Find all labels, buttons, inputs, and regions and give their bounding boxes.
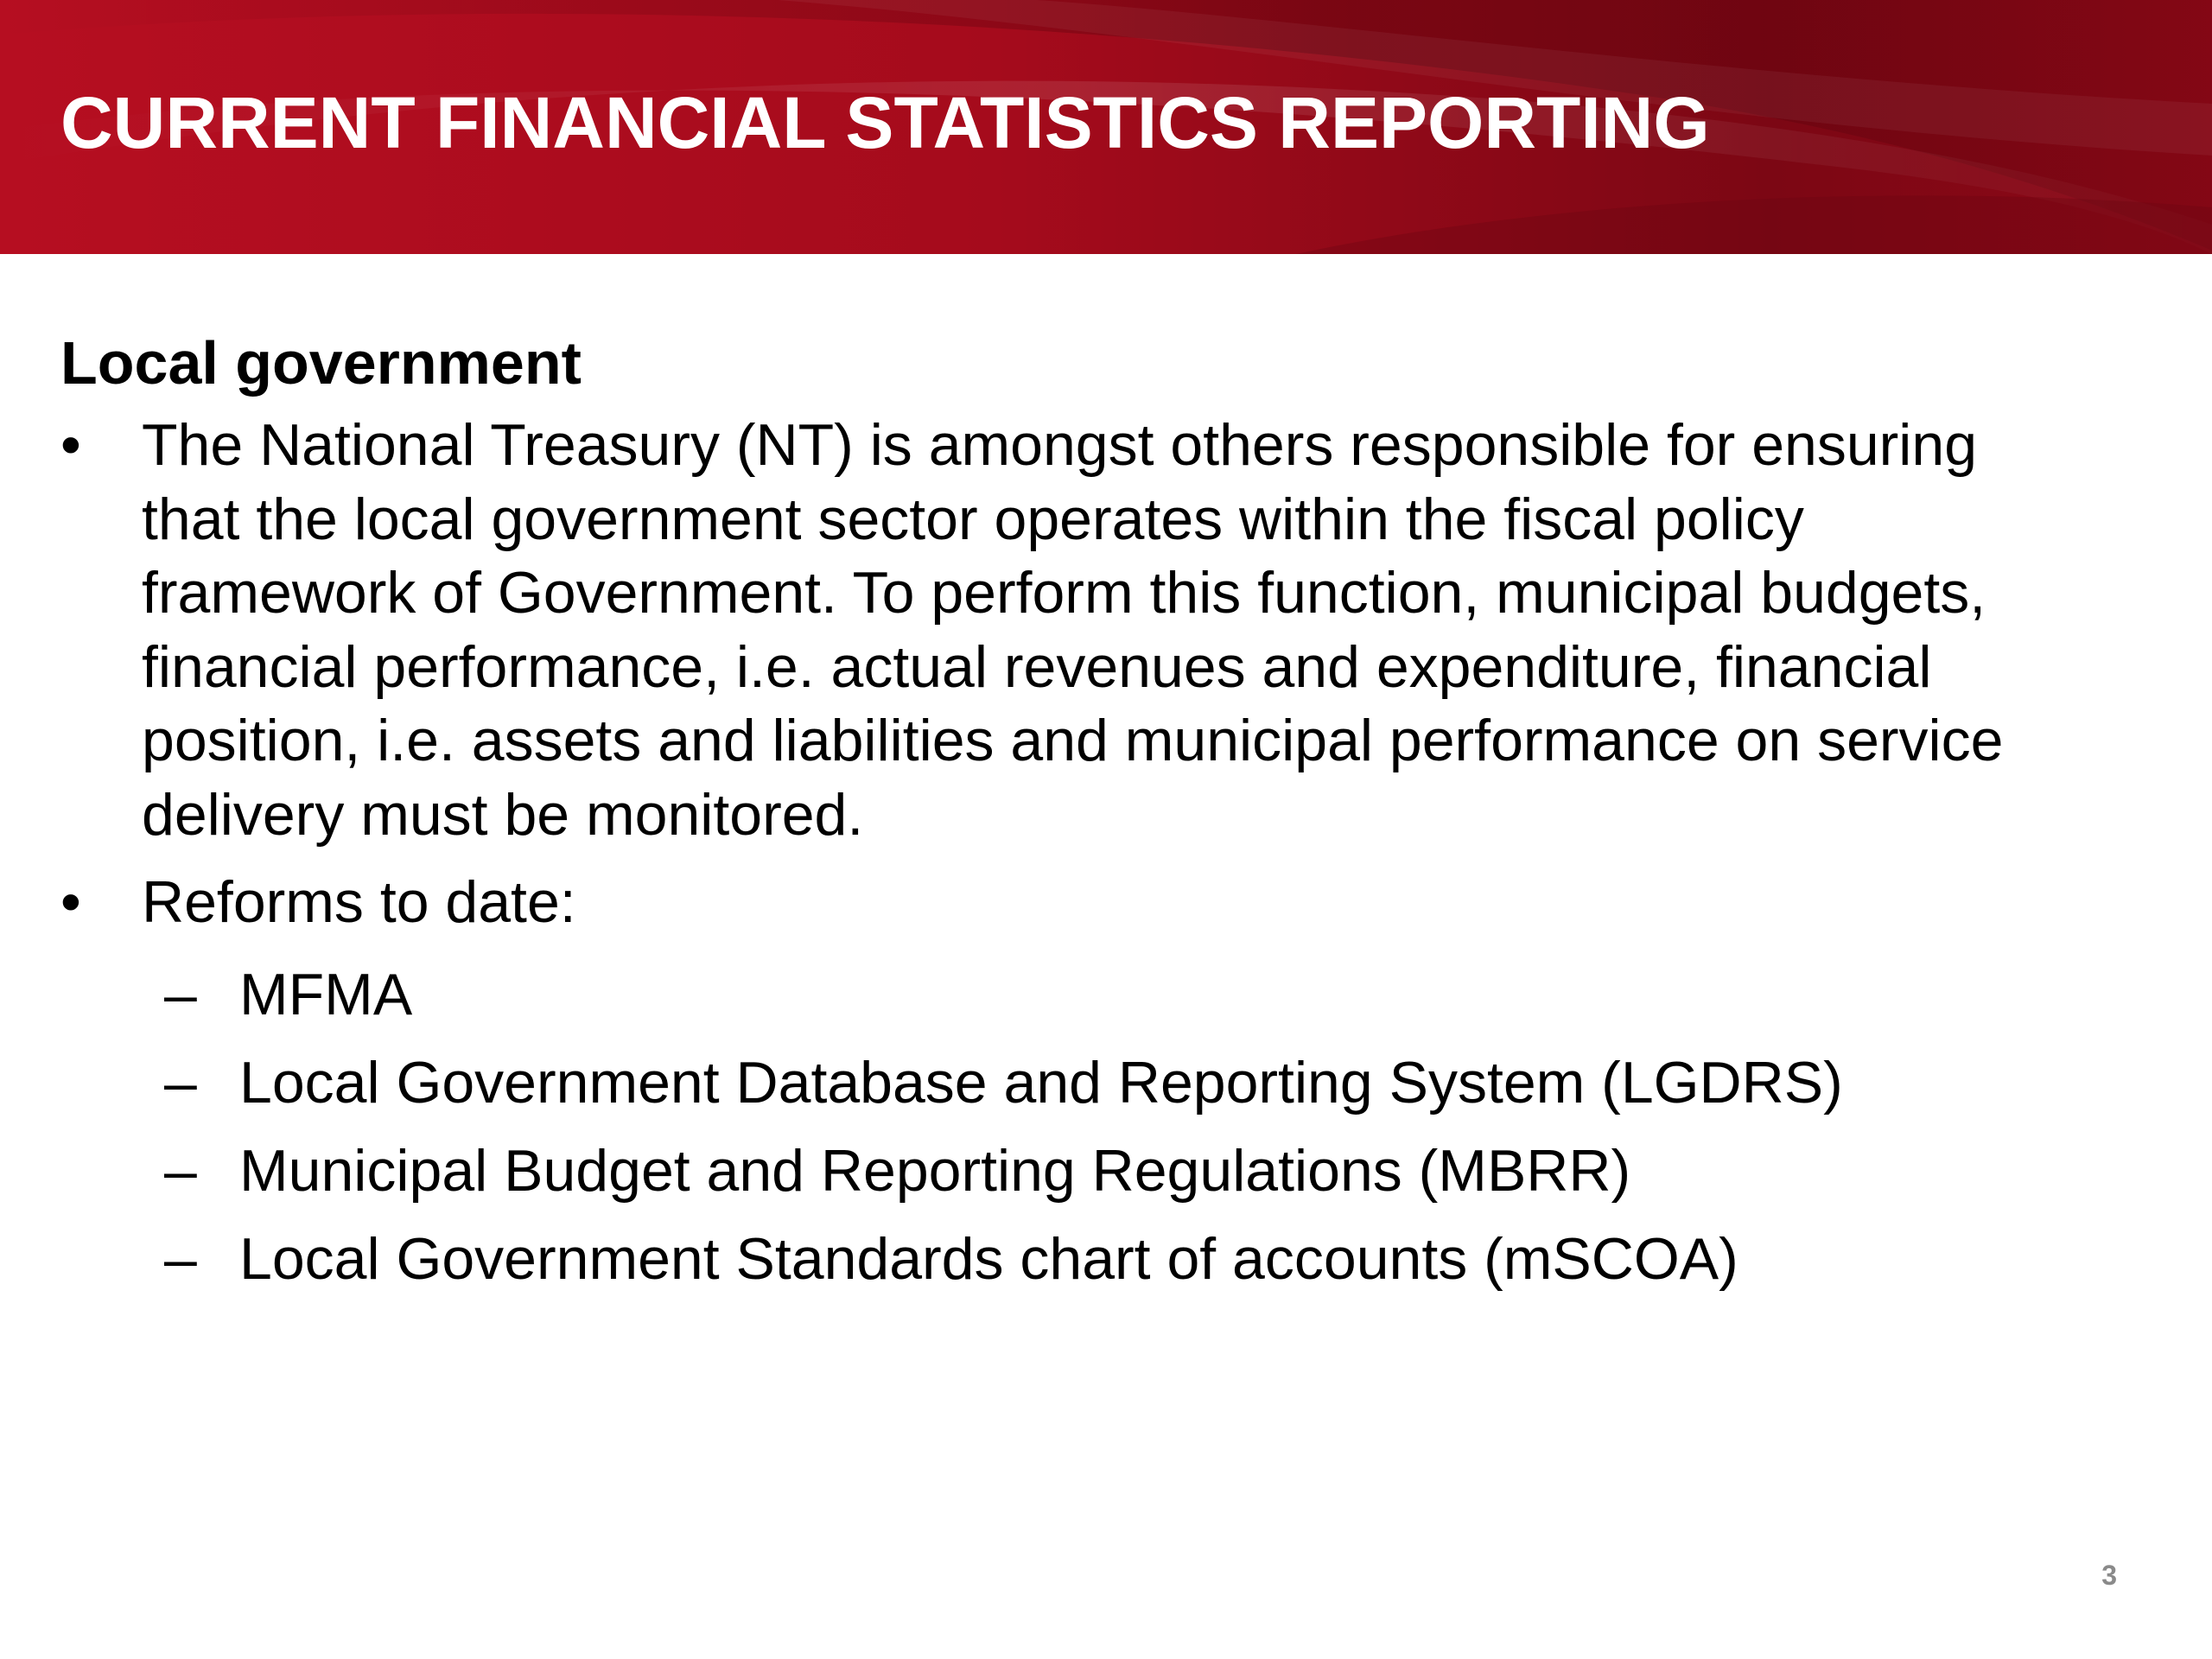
bullet-line: that the local government sector operates within the fiscal policy: [142, 486, 1804, 552]
slide-title: CURRENT FINANCIAL STATISTICS REPORTING: [60, 82, 1710, 163]
sub-marker: –: [164, 1137, 197, 1204]
sub-marker: –: [164, 961, 197, 1027]
sub-marker: –: [164, 1049, 197, 1116]
section-heading: Local government: [60, 329, 582, 397]
sub-list: [60, 950, 2160, 1303]
bullet-line: framework of Government. To perform this function, municipal budgets,: [142, 560, 1986, 626]
sub-item: [60, 1039, 2160, 1127]
bullet-item: [60, 409, 2160, 852]
bullet-line: delivery must be monitored.: [142, 781, 864, 848]
sub-item: [60, 1215, 2160, 1303]
title-banner: [0, 0, 2212, 254]
bullet-line: financial performance, i.e. actual revenues and expenditure, financial: [142, 633, 1932, 700]
bullet-line: The National Treasury (NT) is amongst others responsible for ensuring: [142, 412, 1978, 478]
sub-item: [60, 1127, 2160, 1215]
bullet-line: Reforms to date:: [142, 869, 576, 935]
sub-item-text: Local Government Database and Reporting System (LGDRS): [239, 1049, 1843, 1116]
bullet-line: position, i.e. assets and liabilities and municipal performance on service: [142, 708, 2004, 773]
bullet-item: [60, 866, 2160, 940]
sub-item-text: Municipal Budget and Reporting Regulations (MBRR): [239, 1137, 1631, 1204]
sub-item-text: Local Government Standards chart of accounts (mSCOA): [239, 1225, 1738, 1292]
page-number: 3: [2101, 1560, 2117, 1591]
bullet-marker: •: [60, 412, 81, 478]
sub-item-text: MFMA: [239, 961, 413, 1027]
sub-item: [60, 950, 2160, 1039]
bullet-marker: •: [60, 869, 81, 935]
slide-content: [60, 324, 2160, 1303]
sub-marker: –: [164, 1225, 197, 1292]
